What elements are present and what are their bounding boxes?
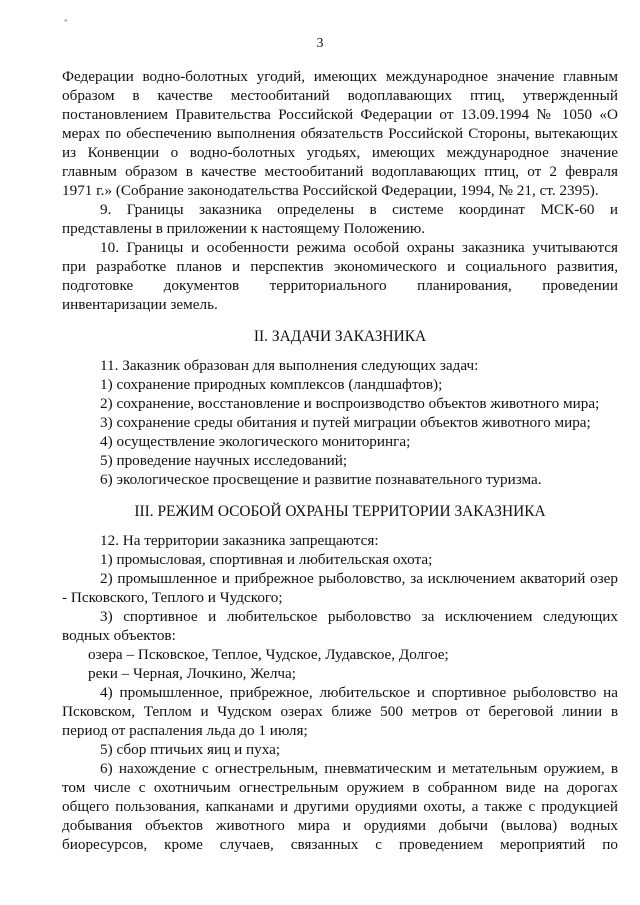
text-line: 2) промышленное и прибрежное рыболовство, за исключением акваторий озер — [100, 570, 618, 587]
text-line: 5) сбор птичьих яиц и пуха; — [100, 741, 281, 758]
text-line: 4) осуществление экологического мониторинга; — [100, 433, 411, 450]
text-line: 6) экологическое просвещение и развитие познавательного туризма. — [100, 471, 542, 488]
text-line: 9. Границы заказника определены в системе координат МСК-60 и — [100, 201, 618, 218]
text-line: период от распаления льда до 1 июля; — [62, 722, 308, 739]
text-line: реки – Черная, Лочкино, Желча; — [88, 665, 297, 682]
text-line: 6) нахождение с огнестрельным, пневматическим и метательным оружием, в — [100, 760, 618, 777]
text-line: Федерации водно-болотных угодий, имеющих международное значение главным — [62, 68, 618, 85]
text-line: добывания объектов животного мира и орудиями добычи (вылова) водных — [62, 817, 618, 834]
text-line: 1) промысловая, спортивная и любительская охота; — [100, 551, 433, 568]
text-line: 10. Границы и особенности режима особой охраны заказника учитываются — [100, 239, 618, 256]
text-line: подготовке документов территориального планирования, проведении — [62, 277, 618, 294]
text-line: 4) промышленное, прибрежное, любительское и спортивное рыболовство на — [100, 684, 618, 701]
text-line: 1) сохранение природных комплексов (ландшафтов); — [100, 376, 443, 393]
text-line: 5) проведение научных исследований; — [100, 452, 348, 469]
text-line: водных объектов: — [62, 627, 176, 644]
text-line: 12. На территории заказника запрещаются: — [100, 532, 379, 549]
text-line: главным образом в качестве местообитаний водоплавающих птиц, от 2 февраля — [62, 163, 618, 180]
text-line: из Конвенции о водно-болотных угодьях, имеющих международное значение — [62, 144, 618, 161]
page-number: 3 — [316, 36, 324, 51]
text-line: 1971 г.» (Собрание законодательства Российской Федерации, 1994, № 21, ст. 2395). — [62, 182, 599, 199]
text-line: том числе с охотничьим огнестрельным оружием в собранном виде на дорогах — [62, 779, 618, 796]
section-heading: II. ЗАДАЧИ ЗАКАЗНИКА — [253, 328, 427, 345]
text-line: инвентаризации земель. — [62, 296, 218, 313]
text-line: при разработке планов и перспектив экономического и социального развития, — [62, 258, 618, 275]
text-line: биоресурсов, кроме случаев, связанных с проведением мероприятий по — [62, 836, 618, 853]
text-line: представлены в приложении к настоящему Положению. — [62, 220, 426, 237]
text-line: 2) сохранение, восстановление и воспроизводство объектов животного мира; — [100, 395, 600, 412]
text-line: озера – Псковское, Теплое, Чудское, Лудавское, Долгое; — [88, 646, 449, 663]
text-line: - Псковского, Теплого и Чудского; — [62, 589, 283, 606]
text-line: 3) спортивное и любительское рыболовство за исключением следующих — [100, 608, 618, 625]
text-line: общего пользования, капканами и другими орудиями охоты, а также с продукцией — [62, 798, 618, 815]
text-line: постановлением Правительства Российской Федерации от 13.09.1994 № 1050 «О — [62, 106, 618, 123]
corner-mark: " — [64, 18, 68, 28]
text-line: 3) сохранение среды обитания и путей миграции объектов животного мира; — [100, 414, 591, 431]
text-line: образом в качестве местообитаний водоплавающих птиц, утвержденный — [62, 87, 618, 104]
text-line: мерах по обеспечению выполнения обязательств Российской Стороны, вытекающих — [62, 125, 618, 142]
section-heading: III. РЕЖИМ ОСОБОЙ ОХРАНЫ ТЕРРИТОРИИ ЗАКАЗНИКА — [134, 503, 546, 520]
text-line: Псковском, Теплом и Чудском озерах ближе 500 метров от береговой линии в — [62, 703, 618, 720]
text-line: 11. Заказник образован для выполнения следующих задач: — [100, 357, 479, 374]
